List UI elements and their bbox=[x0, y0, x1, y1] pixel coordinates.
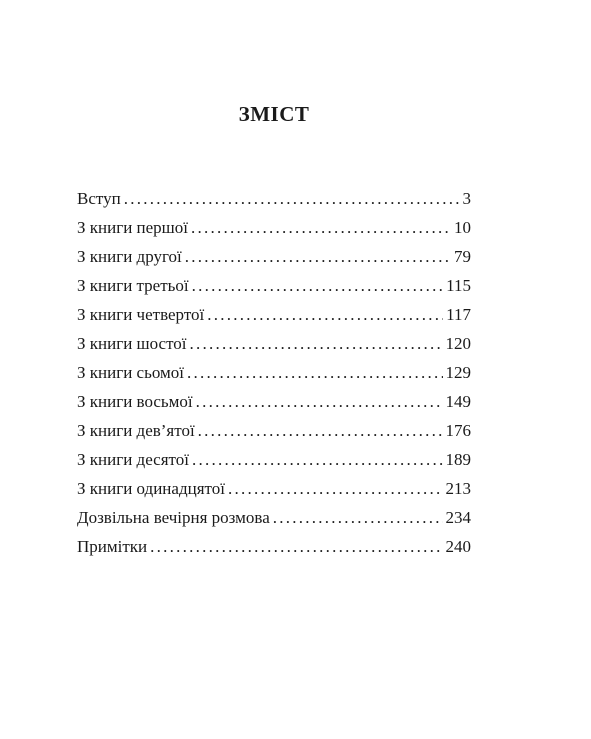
page-title: ЗМІСТ bbox=[238, 102, 310, 126]
toc-entry-title: З книги другої bbox=[77, 247, 182, 266]
toc-entry bbox=[77, 242, 471, 271]
toc-entry-title: Примітки bbox=[77, 537, 148, 556]
table-of-contents bbox=[77, 184, 471, 561]
toc-entry-page: 234 bbox=[445, 508, 471, 527]
toc-entry bbox=[77, 358, 471, 387]
toc-entry-title: З книги третьої bbox=[77, 276, 189, 295]
toc-entry bbox=[77, 271, 471, 300]
toc-entry bbox=[77, 416, 471, 445]
toc-entry-title: З книги сьомої bbox=[77, 363, 184, 382]
toc-dot-leader bbox=[192, 271, 443, 300]
toc-dot-leader bbox=[124, 184, 460, 213]
toc-entry bbox=[77, 532, 471, 561]
toc-entry-page: 189 bbox=[445, 450, 471, 469]
toc-entry bbox=[77, 184, 471, 213]
toc-entry-title: З книги шостої bbox=[77, 334, 187, 353]
toc-entry-page: 79 bbox=[454, 247, 471, 266]
toc-dot-leader bbox=[198, 416, 443, 445]
toc-entry-page: 120 bbox=[445, 334, 471, 353]
toc-entry-page: 149 bbox=[445, 392, 471, 411]
toc-entry bbox=[77, 445, 471, 474]
toc-entry bbox=[77, 329, 471, 358]
toc-dot-leader bbox=[207, 300, 443, 329]
toc-dot-leader bbox=[196, 387, 443, 416]
toc-dot-leader bbox=[190, 329, 443, 358]
toc-dot-leader bbox=[150, 532, 442, 561]
toc-entry-page: 240 bbox=[445, 537, 471, 556]
toc-dot-leader bbox=[192, 445, 443, 474]
toc-dot-leader bbox=[228, 474, 443, 503]
toc-entry-page: 115 bbox=[446, 276, 471, 295]
toc-entry-title: Вступ bbox=[77, 189, 121, 208]
toc-entry-title: З книги одинадцятої bbox=[77, 479, 225, 498]
toc-entry-page: 213 bbox=[445, 479, 471, 498]
toc-entry-title: З книги четвертої bbox=[77, 305, 205, 324]
toc-dot-leader bbox=[185, 242, 451, 271]
toc-entry bbox=[77, 503, 471, 532]
toc-dot-leader bbox=[191, 213, 451, 242]
toc-entry-page: 129 bbox=[445, 363, 471, 382]
toc-entry bbox=[77, 300, 471, 329]
toc-dot-leader bbox=[273, 503, 443, 532]
toc-entry-title: З книги першої bbox=[77, 218, 188, 237]
toc-entry-title: З книги десятої bbox=[77, 450, 189, 469]
toc-entry-title: З книги восьмої bbox=[77, 392, 193, 411]
toc-entry-title: З книги дев’ятої bbox=[77, 421, 195, 440]
toc-entry-page: 176 bbox=[445, 421, 471, 440]
toc-entry bbox=[77, 387, 471, 416]
toc-entry-title: Дозвільна вечірня розмова bbox=[77, 508, 270, 527]
toc-entry-page: 3 bbox=[462, 189, 471, 208]
toc-entry-page: 10 bbox=[454, 218, 471, 237]
toc-dot-leader bbox=[187, 358, 443, 387]
toc-entry-page: 117 bbox=[446, 305, 471, 324]
toc-entry bbox=[77, 474, 471, 503]
toc-entry bbox=[77, 213, 471, 242]
